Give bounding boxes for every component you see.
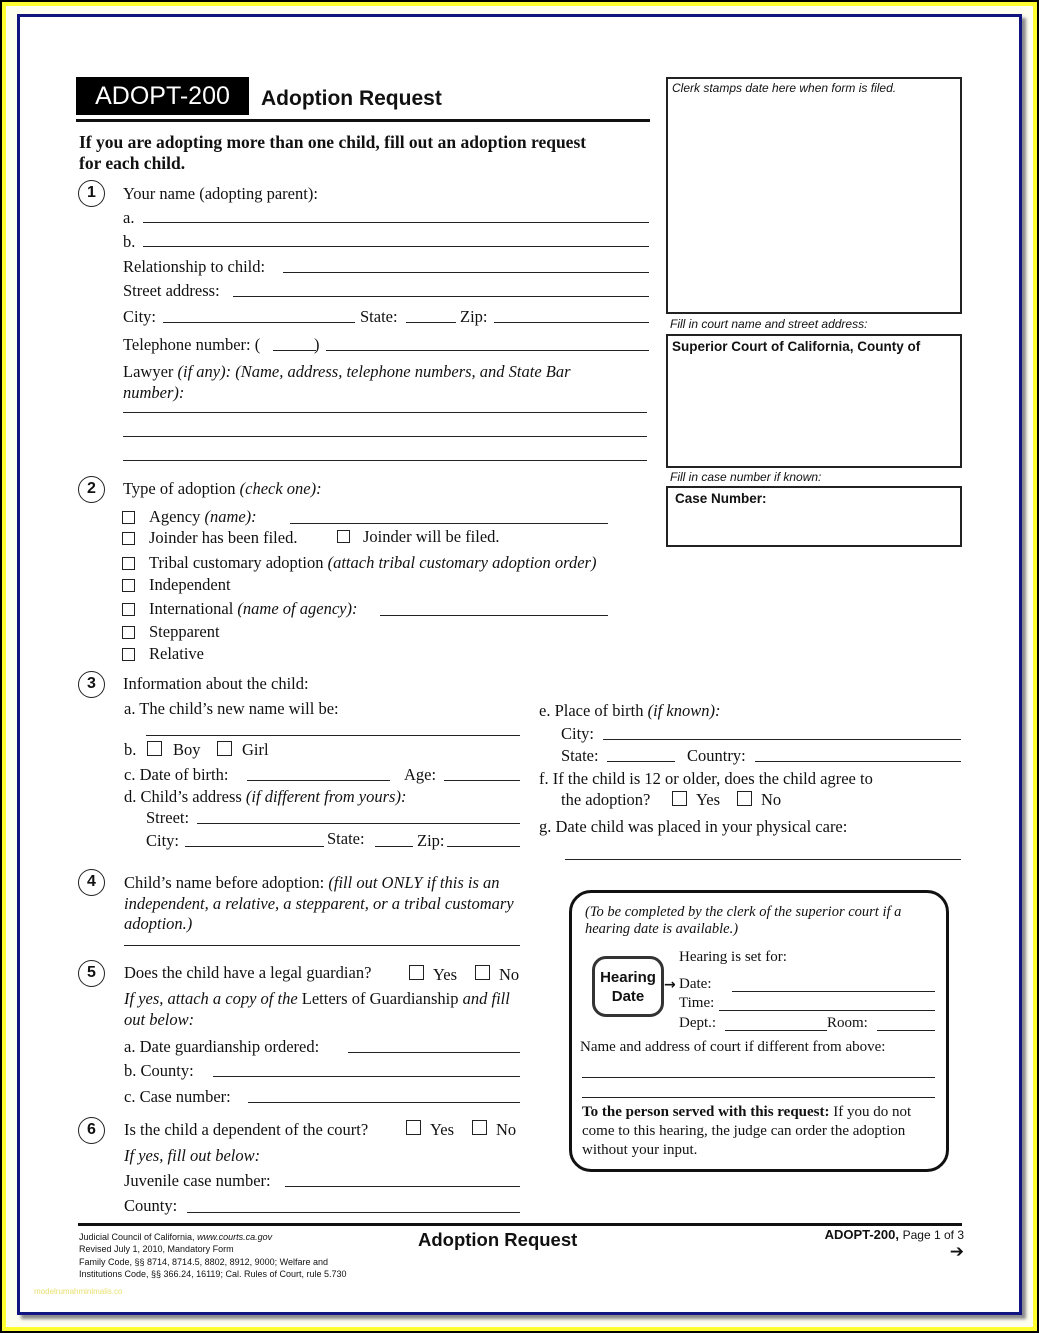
placement-date-field[interactable]: [565, 859, 961, 860]
alt-court-field-1[interactable]: [582, 1077, 935, 1078]
footer-council: Judicial Council of California,: [79, 1232, 195, 1242]
section-1-number: 1: [78, 180, 105, 207]
agency-hint: (name):: [204, 507, 257, 526]
boy-checkbox[interactable]: [147, 741, 162, 756]
alt-court-field-2[interactable]: [582, 1097, 935, 1098]
girl-label: Girl: [242, 740, 269, 759]
prior-name-field[interactable]: [124, 945, 520, 946]
tribal-text: Tribal customary adoption: [149, 553, 324, 572]
zip-field[interactable]: [494, 322, 649, 323]
dependent-county-label: County:: [124, 1196, 178, 1215]
international-checkbox[interactable]: [122, 603, 135, 616]
hearing-set-for: Hearing is set for:: [679, 949, 787, 965]
hearing-room-field[interactable]: [877, 1030, 935, 1031]
birth-city-field[interactable]: [603, 739, 961, 740]
footer-page-info: [825, 1227, 964, 1242]
lawyer-hint: (if any): (Name, address, telephone numbers, and State Bar number):: [123, 362, 571, 402]
child-address-label: [124, 787, 406, 807]
age-field[interactable]: [444, 780, 520, 781]
stepparent-checkbox[interactable]: [122, 626, 135, 639]
footer-line-3: Family Code, §§ 8714, 8714.5, 8802, 8912, 9000; Welfare and: [79, 1256, 329, 1267]
case-number-box[interactable]: [666, 486, 962, 547]
international-label: [149, 599, 357, 619]
guardian-hint-post: and fill out below:: [124, 989, 510, 1029]
birth-country-field[interactable]: [755, 761, 961, 762]
guardian-question: Does the child have a legal guardian?: [124, 963, 372, 982]
hearing-intro: (To be completed by the clerk of the superior court if a hearing date is available.): [585, 904, 902, 937]
juvenile-case-field[interactable]: [285, 1186, 520, 1187]
prior-name-hint: (fill out ONLY if this is an independent, a relative, a stepparent, or a tribal customary adoption.): [124, 873, 514, 933]
state-label: State:: [360, 307, 398, 326]
section-4-number: 4: [78, 869, 105, 896]
section-3-title: Information about the child:: [123, 674, 309, 693]
section-4-text: [124, 873, 524, 935]
service-notice-bold: To the person served with this request:: [582, 1104, 830, 1120]
age-label: Age:: [404, 765, 437, 784]
section-1-title: Your name (adopting parent):: [123, 184, 318, 203]
parent-a-field[interactable]: [143, 222, 649, 223]
case-prompt: Fill in case number if known:: [670, 470, 822, 484]
tribal-label: [149, 553, 596, 573]
agency-label: [149, 507, 257, 527]
court-prompt: Fill in court name and street address:: [670, 317, 868, 331]
lawyer-field-2[interactable]: [123, 436, 647, 437]
badge-arrow-icon: →: [664, 977, 676, 993]
instruction-text: If you are adopting more than one child, fill out an adoption request for each child.: [79, 132, 587, 173]
footer-url[interactable]: www.courts.ca.gov: [197, 1232, 273, 1242]
hearing-box: [569, 890, 949, 1172]
street-field[interactable]: [233, 296, 649, 297]
clerk-stamp-box: [666, 77, 962, 314]
state-field[interactable]: [406, 322, 456, 323]
boy-label: Boy: [173, 740, 201, 759]
guardian-county-label: b. County:: [124, 1061, 194, 1080]
joinder-will-be-filed-label: Joinder will be filed.: [363, 527, 500, 546]
relative-label: Relative: [149, 644, 204, 663]
service-notice: [582, 1103, 932, 1160]
court-name-box[interactable]: [666, 334, 962, 468]
form-id-badge: [76, 77, 249, 115]
parent-a-label: a.: [123, 208, 135, 227]
guardian-hint-doc: Letters of Guardianship: [301, 989, 459, 1008]
hearing-dept-label: Dept.:: [679, 1015, 717, 1031]
watermark: modelrumahminimalis.co: [34, 1287, 123, 1296]
joinder-will-be-filed-checkbox[interactable]: [337, 530, 350, 543]
joinder-filed-label: Joinder has been filed.: [149, 528, 298, 547]
international-text: International: [149, 599, 234, 618]
hearing-date-badge: [592, 956, 664, 1017]
parent-b-field[interactable]: [143, 246, 649, 247]
section-2-title: [123, 479, 322, 499]
independent-label: Independent: [149, 575, 231, 594]
child-address-text: d. Child’s address: [124, 787, 242, 806]
new-name-field[interactable]: [146, 735, 520, 736]
dependent-question: Is the child a dependent of the court?: [124, 1120, 369, 1139]
area-code-field[interactable]: [273, 350, 316, 351]
relationship-label: Relationship to child:: [123, 257, 266, 276]
birth-city-label: City:: [561, 724, 595, 743]
tribal-checkbox[interactable]: [122, 557, 135, 570]
guardian-county-field[interactable]: [213, 1076, 520, 1077]
footer-line-1: [79, 1231, 347, 1243]
guardian-case-label: c. Case number:: [124, 1087, 231, 1106]
zip-label: Zip:: [460, 307, 488, 326]
child-address-hint: (if different from yours):: [245, 787, 407, 806]
hearing-date-label: Date:: [679, 976, 712, 992]
guardian-case-field[interactable]: [248, 1102, 520, 1103]
guardian-no-label: No: [499, 965, 520, 984]
footer-title: Adoption Request: [418, 1229, 578, 1250]
clerk-stamp-label: Clerk stamps date here when form is filed.: [672, 81, 897, 95]
international-hint: (name of agency):: [237, 599, 358, 618]
alt-court-label: Name and address of court if different from above:: [580, 1039, 886, 1055]
badge-line-2: Date: [611, 988, 645, 1005]
case-number-label: Case Number:: [675, 491, 767, 506]
city-label: City:: [123, 307, 157, 326]
lawyer-label: [123, 362, 623, 403]
section-5-number: 5: [78, 960, 105, 987]
guardian-no-checkbox[interactable]: [475, 965, 490, 980]
child-city-field[interactable]: [185, 846, 324, 847]
child-zip-field[interactable]: [447, 846, 520, 847]
header-rule: [76, 119, 650, 122]
gender-label: b.: [124, 740, 137, 759]
child-state-field[interactable]: [375, 846, 413, 847]
tribal-hint: (attach tribal customary adoption order): [327, 553, 597, 572]
dependent-yes-checkbox[interactable]: [406, 1120, 421, 1135]
independent-checkbox[interactable]: [122, 579, 135, 592]
birthplace-text: e. Place of birth: [539, 701, 644, 720]
prior-name-title: Child’s name before adoption:: [124, 873, 325, 892]
dependent-no-checkbox[interactable]: [472, 1120, 487, 1135]
dependent-yes-label: Yes: [430, 1120, 455, 1139]
birthplace-label: [539, 701, 720, 721]
dob-label: c. Date of birth:: [124, 765, 229, 784]
child-street-field[interactable]: [197, 823, 520, 824]
consent-no-label: No: [761, 790, 782, 809]
footer-citation: [79, 1231, 347, 1280]
child-zip-label: Zip:: [417, 831, 445, 850]
section-3-number: 3: [78, 671, 105, 698]
birth-state-field[interactable]: [607, 761, 675, 762]
court-label: Superior Court of California, County of: [672, 339, 921, 354]
city-field[interactable]: [163, 322, 355, 323]
placement-date-label: g. Date child was placed in your physical care:: [539, 817, 848, 836]
form-page: [17, 14, 1022, 1315]
hearing-room-label: Room:: [827, 1015, 868, 1031]
dependent-county-field[interactable]: [187, 1212, 520, 1213]
form-id: ADOPT-200: [95, 82, 230, 110]
consent-yes-checkbox[interactable]: [672, 791, 687, 806]
lawyer-field-3[interactable]: [123, 460, 647, 461]
footer-form-id: ADOPT-200,: [824, 1227, 899, 1242]
guardianship-date-label: a. Date guardianship ordered:: [124, 1037, 320, 1056]
lawyer-field-1[interactable]: [123, 412, 647, 413]
badge-line-1: Hearing: [600, 969, 656, 986]
guardianship-date-field[interactable]: [348, 1052, 520, 1053]
footer-page-number: Page 1 of 3: [902, 1228, 964, 1242]
hearing-time-field[interactable]: [719, 1010, 935, 1011]
guardian-yes-label: Yes: [433, 965, 458, 984]
footer-rule: [78, 1223, 962, 1226]
footer-line-4: Institutions Code, §§ 366.24, 16119; Cal. Rules of Court, rule 5.730: [79, 1268, 347, 1279]
agency-name-field[interactable]: [290, 523, 608, 524]
relative-checkbox[interactable]: [122, 648, 135, 661]
section-2-number: 2: [78, 476, 105, 503]
child-street-label: Street:: [146, 808, 190, 827]
consent-label: f. If the child is 12 or older, does the child agree to: [539, 769, 873, 788]
guardian-yes-checkbox[interactable]: [409, 965, 424, 980]
consent-label-2: the adoption?: [561, 790, 651, 809]
birth-country-label: Country:: [687, 746, 746, 765]
birth-state-label: State:: [561, 746, 599, 765]
form-title: Adoption Request: [261, 87, 442, 110]
new-name-label: a. The child’s new name will be:: [124, 699, 339, 718]
consent-no-checkbox[interactable]: [737, 791, 752, 806]
stepparent-label: Stepparent: [149, 622, 220, 641]
dependent-no-label: No: [496, 1120, 517, 1139]
section-6-number: 6: [78, 1117, 105, 1144]
service-notice-text: If you do not come to this hearing, the judge can order the adoption without your input.: [582, 1104, 912, 1158]
child-city-label: City:: [146, 831, 180, 850]
phone-field[interactable]: [326, 350, 649, 351]
birthplace-hint: (if known):: [647, 701, 721, 720]
joinder-filed-checkbox[interactable]: [122, 532, 135, 545]
girl-checkbox[interactable]: [217, 741, 232, 756]
street-label: Street address:: [123, 281, 220, 300]
international-agency-field[interactable]: [380, 615, 608, 616]
hearing-date-field[interactable]: [732, 991, 935, 992]
footer-line-2: Revised July 1, 2010, Mandatory Form: [79, 1244, 234, 1255]
child-state-label: State:: [327, 829, 365, 848]
hearing-dept-field[interactable]: [725, 1030, 827, 1031]
consent-yes-label: Yes: [696, 790, 721, 809]
hearing-time-label: Time:: [679, 995, 715, 1011]
relationship-field[interactable]: [283, 272, 649, 273]
guardian-hint-pre: If yes, attach a copy of the: [124, 989, 298, 1008]
adoption-type-hint: (check one):: [239, 479, 322, 498]
dob-field[interactable]: [247, 780, 390, 781]
adoption-type-title: Type of adoption: [123, 479, 236, 498]
agency-text: Agency: [149, 507, 201, 526]
phone-label: Telephone number: (: [123, 335, 261, 354]
phone-paren: ): [314, 335, 320, 354]
lawyer-text: Lawyer: [123, 362, 174, 381]
parent-b-label: b.: [123, 232, 136, 251]
dependent-hint: If yes, fill out below:: [124, 1146, 261, 1165]
next-page-arrow-icon[interactable]: ➔: [949, 1242, 964, 1262]
agency-checkbox[interactable]: [122, 511, 135, 524]
guardian-hint: [124, 989, 524, 1030]
juvenile-case-label: Juvenile case number:: [124, 1171, 271, 1190]
